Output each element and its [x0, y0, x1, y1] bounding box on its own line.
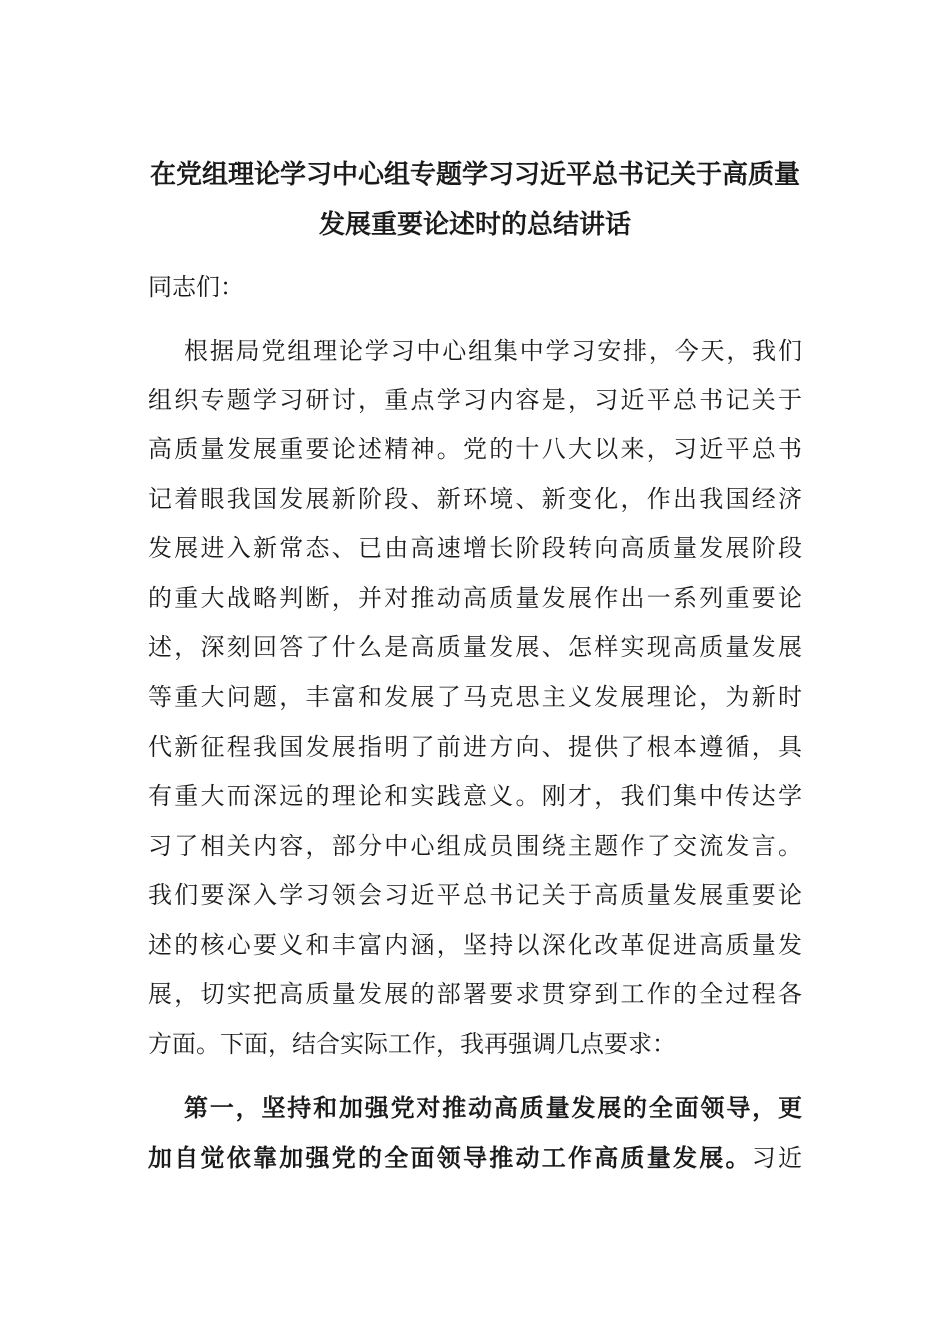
body-continuation-text: 习近: [751, 1144, 802, 1172]
paragraph-line: 高质量发展重要论述精神。党的十八大以来，习近平总书: [148, 435, 802, 463]
paragraph-line: 述的核心要义和丰富内涵，坚持以深化改革促进高质量发: [148, 931, 802, 959]
heading-bold-text: 加自觉依靠加强党的全面领导推动工作高质量发展。: [148, 1144, 752, 1172]
paragraph-line: 等重大问题，丰富和发展了马克思主义发展理论，为新时: [148, 683, 802, 711]
paragraph-line: 述，深刻回答了什么是高质量发展、怎样实现高质量发展: [148, 633, 802, 661]
paragraph-line: 习了相关内容，部分中心组成员围绕主题作了交流发言。: [148, 832, 802, 860]
document-title-line-2: 发展重要论述时的总结讲话: [318, 210, 631, 240]
paragraph-line: 组织专题学习研讨，重点学习内容是，习近平总书记关于: [148, 386, 802, 414]
paragraph-line: 的重大战略判断，并对推动高质量发展作出一系列重要论: [148, 584, 802, 612]
paragraph-line: 代新征程我国发展指明了前进方向、提供了根本遵循，具: [148, 733, 802, 761]
paragraph-heading-line: 第一，坚持和加强党对推动高质量发展的全面领导，更: [184, 1094, 802, 1122]
paragraph-line: 方面。下面，结合实际工作，我再强调几点要求：: [148, 1030, 676, 1058]
document-title-line-1: 在党组理论学习中心组专题学习习近平总书记关于高质量: [149, 160, 800, 190]
salutation: 同志们：: [148, 273, 244, 301]
paragraph-line: 根据局党组理论学习中心组集中学习安排，今天，我们: [184, 337, 802, 365]
paragraph-line: 有重大而深远的理论和实践意义。刚才，我们集中传达学: [148, 782, 802, 810]
paragraph-line: 记着眼我国发展新阶段、新环境、新变化，作出我国经济: [148, 485, 802, 513]
paragraph-line: 发展进入新常态、已由高速增长阶段转向高质量发展阶段: [148, 534, 802, 562]
paragraph-line: 我们要深入学习领会习近平总书记关于高质量发展重要论: [148, 881, 802, 909]
paragraph-heading-line-mixed: [148, 1141, 802, 1175]
paragraph-line: 展，切实把高质量发展的部署要求贯穿到工作的全过程各: [148, 980, 802, 1008]
